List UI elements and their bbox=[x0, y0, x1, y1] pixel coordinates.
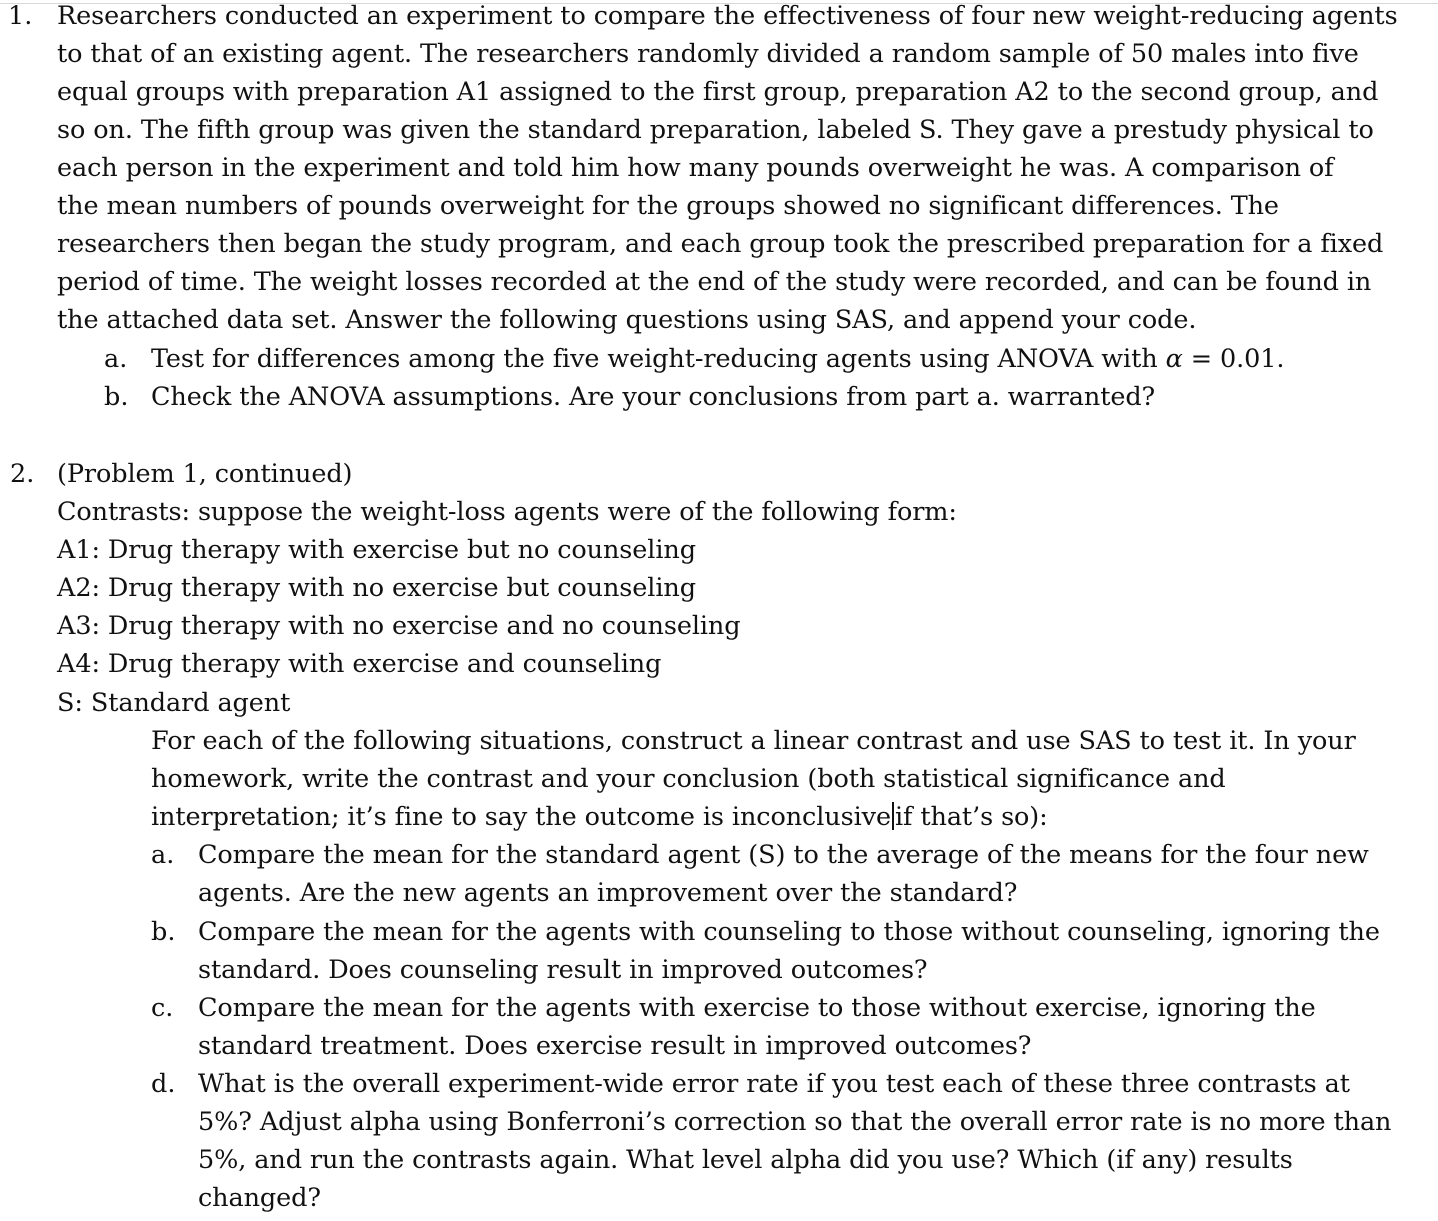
problem-2-item-d-line: 5%, and run the contrasts again. What level alpha did you use? Which (if any) results bbox=[198, 1145, 1293, 1175]
problem-2-agent-a3: A3: Drug therapy with no exercise and no counseling bbox=[57, 611, 741, 641]
intro-text-before-cursor: interpretation; it’s fine to say the outcome is inconclusive bbox=[151, 802, 891, 832]
problem-1-text-line: equal groups with preparation A1 assigned to the first group, preparation A2 to the second group, and bbox=[57, 77, 1379, 107]
problem-2-item-d-line: What is the overall experiment-wide error rate if you test each of these three contrasts at bbox=[198, 1069, 1350, 1099]
problem-1-text-line: the attached data set. Answer the following questions using SAS, and append your code. bbox=[57, 305, 1197, 335]
problem-1-number: 1. bbox=[8, 1, 33, 31]
problem-2-item-c-marker: c. bbox=[151, 993, 174, 1023]
problem-1-text-line: researchers then began the study program, and each group took the prescribed preparation for a fixed bbox=[57, 229, 1384, 259]
problem-1-item-b-text: Check the ANOVA assumptions. Are your conclusions from part a. warranted? bbox=[151, 382, 1156, 412]
problem-2-item-d-line: changed? bbox=[198, 1183, 321, 1213]
problem-2-item-b-line: Compare the mean for the agents with counseling to those without counseling, ignoring the bbox=[198, 917, 1380, 947]
problem-1-item-b-marker: b. bbox=[104, 382, 129, 412]
problem-1-text-line: period of time. The weight losses recorded at the end of the study were recorded, and can be found in bbox=[57, 267, 1372, 297]
problem-2-item-a-line: Compare the mean for the standard agent (S) to the average of the means for the four new bbox=[198, 840, 1369, 870]
problem-1-item-a bbox=[151, 340, 1284, 378]
alpha-equation: = 0.01. bbox=[1182, 344, 1285, 374]
alpha-symbol: α bbox=[1165, 344, 1183, 374]
problem-2-agent-a1: A1: Drug therapy with exercise but no counseling bbox=[57, 535, 696, 565]
problem-2-item-a-marker: a. bbox=[151, 840, 175, 870]
problem-2-text-line: Contrasts: suppose the weight-loss agents were of the following form: bbox=[57, 497, 957, 527]
problem-2-number: 2. bbox=[10, 459, 35, 489]
problem-2-item-d-line: 5%? Adjust alpha using Bonferroni’s correction so that the overall error rate is no more than bbox=[198, 1107, 1392, 1137]
problem-1-text-line: the mean numbers of pounds overweight for the groups showed no significant differences. The bbox=[57, 191, 1279, 221]
problem-2-text-line: (Problem 1, continued) bbox=[57, 459, 353, 489]
problem-2-item-a-line: agents. Are the new agents an improvement over the standard? bbox=[198, 878, 1018, 908]
problem-1-item-a-text: Test for differences among the five weight-reducing agents using ANOVA with bbox=[151, 344, 1158, 374]
problem-2-item-b-line: standard. Does counseling result in improved outcomes? bbox=[198, 955, 928, 985]
problem-1-item-a-marker: a. bbox=[104, 344, 128, 374]
problem-2-intro-line: For each of the following situations, construct a linear contrast and use SAS to test it. In your bbox=[151, 726, 1356, 756]
text-cursor bbox=[892, 802, 894, 830]
problem-2-item-c-line: standard treatment. Does exercise result in improved outcomes? bbox=[198, 1031, 1032, 1061]
problem-2-item-b-marker: b. bbox=[151, 917, 176, 947]
problem-1-text-line: to that of an existing agent. The researchers randomly divided a random sample of 50 males into five bbox=[57, 39, 1359, 69]
problem-2-agent-a4: A4: Drug therapy with exercise and counseling bbox=[57, 649, 662, 679]
problem-1-text-line: Researchers conducted an experiment to compare the effectiveness of four new weight-reducing agents bbox=[57, 1, 1398, 31]
problem-1-text-line: so on. The fifth group was given the standard preparation, labeled S. They gave a prestudy physical to bbox=[57, 115, 1374, 145]
problem-2-agent-s: S: Standard agent bbox=[57, 688, 291, 718]
intro-text-after-cursor: if that’s so): bbox=[894, 802, 1048, 832]
problem-2-intro-line bbox=[151, 798, 1048, 836]
problem-1-text-line: each person in the experiment and told him how many pounds overweight he was. A comparison of bbox=[57, 153, 1334, 183]
problem-2-agent-a2: A2: Drug therapy with no exercise but counseling bbox=[57, 573, 696, 603]
problem-2-item-c-line: Compare the mean for the agents with exercise to those without exercise, ignoring the bbox=[198, 993, 1316, 1023]
problem-2-intro-line: homework, write the contrast and your conclusion (both statistical significance and bbox=[151, 764, 1226, 794]
problem-2-item-d-marker: d. bbox=[151, 1069, 176, 1099]
